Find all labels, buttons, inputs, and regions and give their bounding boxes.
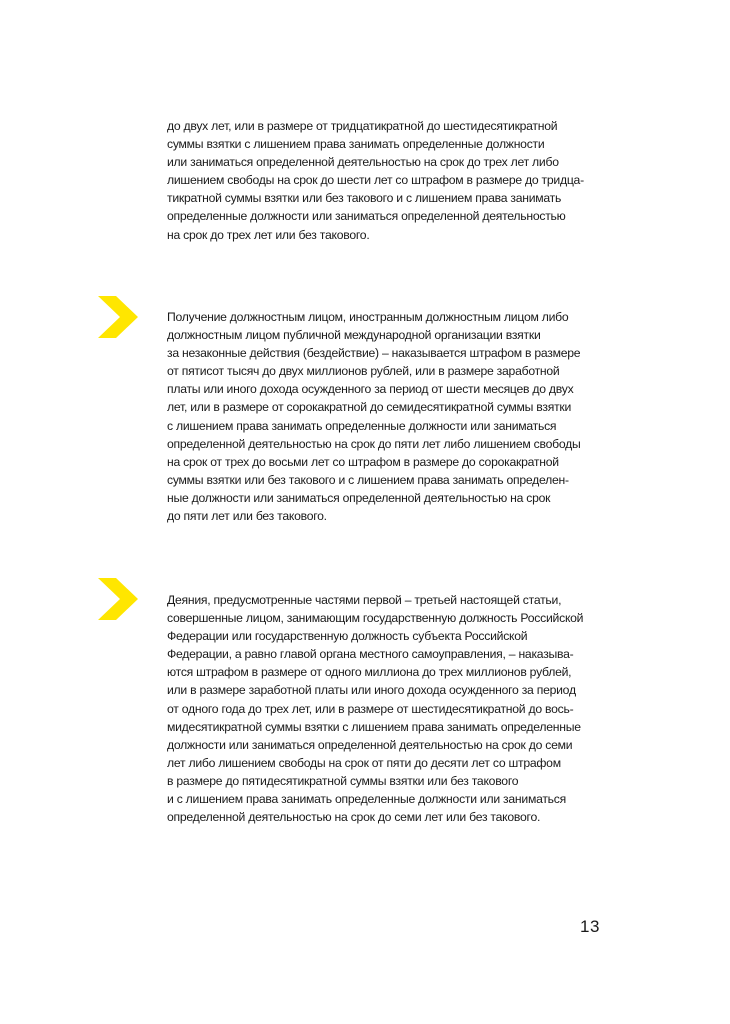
yellow-chevron-icon (98, 296, 138, 338)
text-line: должностным лицом публичной международной организации взятки (167, 328, 541, 343)
text-line: суммы взятки с лишением права занимать определенные должности (167, 137, 545, 152)
text-line: лет, или в размере от сорокакратной до семидесятикратной суммы взятки (167, 400, 572, 415)
text-line: суммы взятки или без такового и с лишением права занимать определен- (167, 472, 569, 487)
text-line: с лишением права занимать определенные должности или заниматься (167, 418, 557, 433)
page-number: 13 (580, 917, 600, 936)
text-line: мидесятикратной суммы взятки с лишением права занимать определенные (167, 719, 581, 734)
text-line: на срок до трех лет или без такового. (167, 227, 370, 242)
chevron-shape (98, 296, 138, 338)
paragraph-continuation (167, 117, 607, 244)
text-line: ются штрафом в размере от одного миллиона до трех миллионов рублей, (167, 665, 572, 680)
text-line: Деяния, предусмотренные частями первой – третьей настоящей статьи, (167, 593, 562, 607)
text-line: тикратной суммы взятки или без такового и с лишением права занимать (167, 191, 562, 206)
text-line: или заниматься определенной деятельностью на срок до трех лет либо (167, 155, 559, 170)
text-line: определенной деятельностью на срок до семи лет или без такового. (167, 810, 541, 825)
text-line: на срок от трех до восьми лет со штрафом в размере до сорокакратной (167, 454, 559, 469)
text-line: совершенные лицом, занимающим государственную должность Российской (167, 611, 584, 626)
text-line: определенные должности или заниматься определенной деятельностью (167, 209, 566, 224)
text-line: Федерации или государственную должность субъекта Российской (167, 629, 528, 644)
paragraph-official-acts (167, 591, 607, 826)
text-line: в размере до пятидесятикратной суммы взятки или без такового (167, 773, 519, 788)
text-line: должности или заниматься определенной деятельностью на срок до семи (167, 737, 573, 752)
text-line: от одного года до трех лет, или в размере от шестидесятикратной до вось- (167, 701, 574, 716)
yellow-chevron-icon (98, 578, 138, 620)
text-line: Получение должностным лицом, иностранным должностным лицом либо (167, 310, 569, 324)
chevron-shape (98, 578, 138, 620)
text-line: Федерации, а равно главой органа местного самоуправления, – наказыва- (167, 647, 574, 662)
paragraph-bribe-receiving (167, 308, 607, 525)
text-line: и с лишением права занимать определенные должности или заниматься (167, 792, 566, 807)
text-line: до двух лет, или в размере от тридцатикратной до шестидесятикратной (167, 119, 558, 133)
text-line: за незаконные действия (бездействие) – наказывается штрафом в размере (167, 346, 581, 361)
text-line: лишением свободы на срок до шести лет со штрафом в размере до тридца- (167, 173, 584, 188)
text-line: определенной деятельностью на срок до пяти лет либо лишением свободы (167, 436, 581, 451)
text-line: лет либо лишением свободы на срок от пяти до десяти лет со штрафом (167, 755, 561, 770)
text-line: от пятисот тысяч до двух миллионов рублей, или в размере заработной (167, 364, 560, 379)
text-line: или в размере заработной платы или иного дохода осужденного за период (167, 683, 576, 698)
text-line: ные должности или заниматься определенной деятельностью на срок (167, 490, 551, 505)
text-line: до пяти лет или без такового. (167, 509, 327, 524)
text-line: платы или иного дохода осужденного за период от шести месяцев до двух (167, 382, 574, 397)
